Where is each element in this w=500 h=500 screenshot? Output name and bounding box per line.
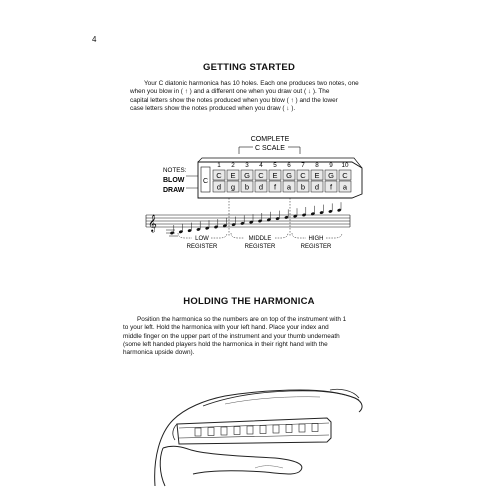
holding-line-4: (some left handed players hold the harmonica in their right hand with the [123,340,328,348]
holding-line-5: harmonica upside down). [123,349,195,357]
register-low-label-1: LOW [195,236,209,242]
blow-note: C [342,171,348,180]
harmonica-notes-diagram [60,132,438,262]
draw-note: d [258,182,264,192]
blow-note: E [230,171,236,180]
blow-note: E [314,171,320,180]
draw-note: f [329,182,333,192]
page-number: 4 [92,35,97,44]
blow-note: C [258,171,264,180]
register-middle-label-2: REGISTER [244,244,276,250]
draw-note: a [286,182,292,192]
intro-paragraph [130,80,400,113]
holding-line-3: middle finger on the upper part of the instrument and your thumb underneath [123,332,340,340]
hand-holding-harmonica-illustration [115,378,375,488]
music-staff [146,202,350,236]
hole-number: 3 [245,162,249,169]
register-high-label-2: REGISTER [300,244,332,250]
draw-note: b [300,182,306,192]
notes-label: NOTES: [163,167,187,174]
hole-number: 2 [231,162,235,169]
page [60,8,438,492]
complete-scale-label-1: COMPLETE [250,136,290,143]
hole-number: 8 [315,162,319,169]
intro-line-4: case letters show the notes produced when you draw ( ↓ ). [130,104,296,112]
holding-line-2: to your left. Hold the harmonica with your left hand. Place your index and [123,324,329,332]
draw-note: f [273,182,277,192]
holding-line-1: Position the harmonica so the numbers are on top of the instrument with 1 [137,316,347,323]
blow-note: C [300,171,306,180]
blow-note: G [286,171,292,180]
treble-clef-icon: 𝄞 [148,215,157,232]
blow-note: E [272,171,278,180]
hole-number: 5 [273,162,277,169]
register-middle-label-1: MIDDLE [248,236,272,242]
register-low-label-2: REGISTER [186,244,218,250]
key-letter: C [202,178,209,185]
hole-number: 1 [217,162,221,169]
blow-note: C [216,171,222,180]
register-high-label-1: HIGH [308,236,324,242]
draw-note: d [216,182,222,192]
hole-number: 7 [301,162,305,169]
hole-number: 4 [259,162,263,169]
section-title-holding-the-harmonica: HOLDING THE HARMONICA [183,296,315,307]
draw-note: g [230,182,236,192]
hole-number: 10 [341,162,349,169]
intro-line-2: when you blow in ( ↑ ) and a different one when you draw out ( ↓ ). The [130,88,330,96]
blow-note: G [328,171,334,180]
blow-label: BLOW [163,177,185,184]
draw-note: d [314,182,320,192]
complete-scale-label-2: C SCALE [255,145,285,152]
draw-label: DRAW [163,187,185,194]
intro-line-1: Your C diatonic harmonica has 10 holes. Each one produces two notes, one [144,80,359,87]
draw-note: a [342,182,348,192]
intro-line-3: capital letters show the notes produced when you blow ( ↑ ) and the lower [130,96,338,104]
section-title-getting-started: GETTING STARTED [202,62,296,73]
hole-number: 6 [287,162,291,169]
hole-number: 9 [329,162,333,169]
holding-paragraph [123,316,403,357]
draw-note: b [244,182,250,192]
blow-note: G [244,171,250,180]
